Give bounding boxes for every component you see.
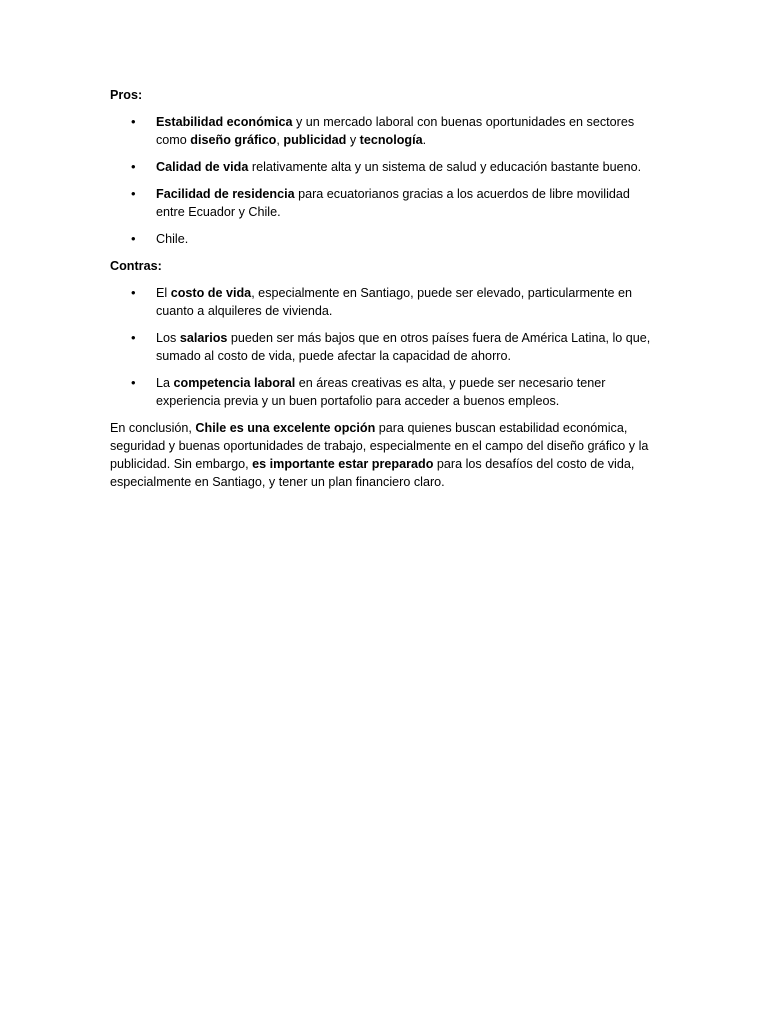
bold-text: salarios [179,331,228,345]
bullet-icon: • [131,114,136,129]
text: En conclusión, [110,421,196,435]
bold-text: Facilidad de residencia [156,187,295,201]
cons-list-item [110,284,658,320]
text: relativamente alta y un sistema de salud y educación bastante bueno. [248,160,642,174]
text: para los desafíos del costo de vida, especialmente en Santiago, y tener un plan financiero claro. [110,457,635,489]
text: y [346,133,360,147]
pros-heading: Pros: [110,88,143,102]
text: en áreas creativas es alta, y puede ser necesario tener experiencia previa y un buen portafolio para acceder a buenos empleos. [156,376,606,408]
text: La [156,376,174,390]
document-page [110,86,658,491]
cons-list [110,284,658,410]
bold-text: publicidad [283,133,347,147]
bold-text: costo de vida [170,286,252,300]
text: para quienes buscan estabilidad económica, seguridad y buenas oportunidades de trabajo, especialmente en el campo del diseño gráfico y la publicidad. Sin embargo, [110,421,649,471]
cons-list-item [110,329,658,365]
text: y un mercado laboral con buenas oportunidades en sectores como [156,115,635,147]
text: . [422,133,427,147]
bullet-icon: • [131,285,136,300]
text: , [276,133,284,147]
bullet-icon: • [131,186,136,201]
bullet-icon: • [131,231,136,246]
text: pueden ser más bajos que en otros países fuera de América Latina, lo que, sumado al costo de vida, puede afectar la capacidad de ahorro. [156,331,651,363]
bullet-icon: • [131,375,136,390]
pros-list [110,113,658,248]
text: , especialmente en Santiago, puede ser elevado, particularmente en cuanto a alquileres de vivienda. [156,286,633,318]
bold-text: Calidad de vida [156,160,249,174]
bold-text: competencia laboral [173,376,296,390]
text: El [156,286,171,300]
cons-list-item [110,374,658,410]
pros-list-item [110,185,658,221]
bold-text: tecnología [359,133,423,147]
bullet-icon: • [131,159,136,174]
pros-list-item [110,158,658,176]
text: Chile. [156,232,189,246]
text: para ecuatorianos gracias a los acuerdos de libre movilidad entre Ecuador y Chile. [156,187,630,219]
text: Los [156,331,180,345]
bold-text: Chile es una excelente opción [195,421,376,435]
conclusion-paragraph [110,419,658,491]
pros-list-item [110,230,658,248]
pros-list-item [110,113,658,149]
bold-text: diseño gráfico [190,133,277,147]
bold-text: Estabilidad económica [156,115,293,129]
cons-heading: Contras: [110,259,162,273]
bold-text: es importante estar preparado [252,457,434,471]
bullet-icon: • [131,330,136,345]
